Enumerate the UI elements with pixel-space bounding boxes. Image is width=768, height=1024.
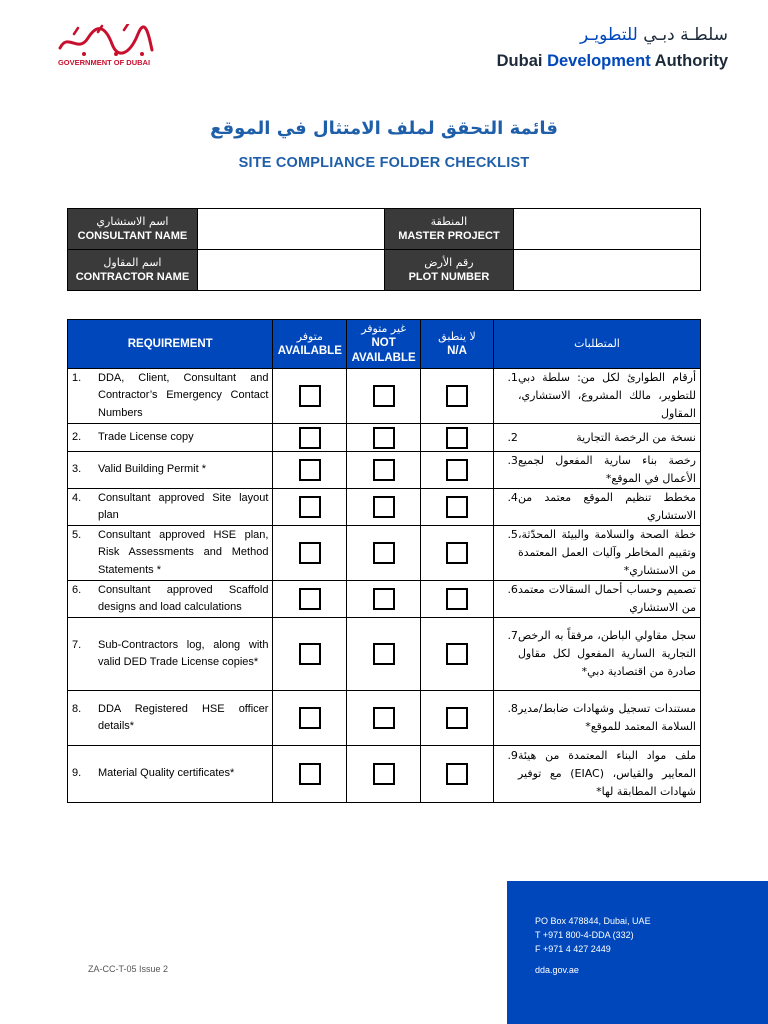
requirement-text [72, 637, 268, 672]
not-available-cell [347, 369, 421, 424]
contractor-name-label [68, 250, 198, 291]
requirement-arabic-text [498, 581, 696, 617]
dda-logo-english [497, 50, 728, 72]
requirement-cell [68, 746, 273, 803]
contractor-name-label-en: CONTRACTOR NAME [75, 270, 190, 283]
requirement-label: Material Quality certificates* [98, 767, 235, 780]
page-title-arabic: قائمة التحقق لملف الامتثال في الموقع [210, 118, 558, 139]
available-header-en: AVAILABLE [277, 344, 342, 357]
available-cell [273, 424, 347, 452]
phone-text: T +971 800-4-DDA (332) [535, 930, 634, 940]
requirement-arabic-number: .4 [507, 491, 518, 504]
na-checkbox[interactable] [446, 707, 468, 729]
dda-logo-word-dubai: Dubai [496, 52, 543, 70]
requirement-arabic-text [498, 700, 696, 736]
requirement-label: Consultant approved Scaffold designs and load calculations [98, 583, 269, 613]
not-available-cell [347, 691, 421, 746]
available-checkbox[interactable] [299, 385, 321, 407]
not-available-header [347, 320, 421, 369]
available-checkbox[interactable] [299, 763, 321, 785]
available-checkbox[interactable] [299, 496, 321, 518]
po-box-text: PO Box 478844, Dubai, UAE [535, 916, 651, 926]
consultant-name-label-ar: اسم الاستشاري [96, 214, 169, 228]
requirement-arabic-label: مستندات تسجيل وشهادات ضابط/مدير السلامة المعتمد للموقع* [517, 702, 696, 733]
na-cell [421, 489, 494, 526]
requirement-arabic-cell [493, 746, 700, 803]
requirement-arabic-number: .7 [507, 629, 518, 642]
not-available-checkbox[interactable] [373, 763, 395, 785]
requirement-cell [68, 452, 273, 489]
requirement-arabic-label: تصميم وحساب أحمال السقالات معتمد من الاستشاري [517, 583, 696, 614]
project-info-table [67, 208, 701, 291]
not-available-checkbox[interactable] [373, 459, 395, 481]
checklist-row [68, 746, 701, 803]
requirement-cell [68, 581, 273, 618]
requirement-arabic-number: .2 [507, 430, 518, 444]
na-checkbox[interactable] [446, 588, 468, 610]
requirement-arabic-number: .9 [507, 749, 518, 762]
na-header [421, 320, 494, 369]
requirement-arabic-text [498, 429, 696, 447]
requirement-arabic-label: أرقام الطوارئ لكل من: سلطة دبي للتطوير، مالك المشروع، الاستشاري، المقاول [517, 371, 696, 420]
requirement-arabic-cell [493, 424, 700, 452]
requirement-cell [68, 489, 273, 526]
requirement-arabic-text [498, 627, 696, 681]
requirement-arabic-label: سجل مقاولي الباطن، مرفقاً به الرخص التجارية السارية المفعول لكل مقاول صادرة من اقتصادية دبي* [517, 629, 696, 678]
contact-info-panel [507, 881, 768, 1024]
requirement-arabic-text [498, 369, 696, 423]
not-available-cell [347, 452, 421, 489]
available-checkbox[interactable] [299, 427, 321, 449]
requirement-label: Valid Building Permit * [98, 463, 207, 476]
requirement-number: 9. [72, 767, 82, 780]
requirement-text [72, 490, 268, 525]
not-available-checkbox[interactable] [373, 542, 395, 564]
requirement-arabic-cell [493, 618, 700, 691]
na-cell [421, 691, 494, 746]
plot-number-label-ar: رقم الأرض [424, 255, 474, 269]
available-cell [273, 526, 347, 581]
contractor-name-label-ar: اسم المقاول [103, 255, 162, 269]
na-checkbox[interactable] [446, 385, 468, 407]
dda-logo-arabic-part1: سلطـة دبـي [643, 25, 728, 45]
requirement-arabic-number: .6 [507, 583, 518, 596]
consultant-name-label [68, 209, 198, 250]
not-available-checkbox[interactable] [373, 427, 395, 449]
checklist-row [68, 526, 701, 581]
available-cell [273, 618, 347, 691]
na-checkbox[interactable] [446, 763, 468, 785]
available-cell [273, 489, 347, 526]
requirement-label: Consultant approved Site layout plan [98, 491, 269, 521]
requirement-label: Trade License copy [98, 430, 194, 443]
requirement-arabic-label: ملف مواد البناء المعتمدة من هيئة المعايير والقياس، (EIAC) مع توفير شهادات المطابقة لها* [517, 749, 696, 798]
na-header-ar: لا ينطبق [438, 329, 476, 343]
checklist-row [68, 452, 701, 489]
dda-logo-word-authority: Authority [654, 52, 728, 70]
not-available-header-ar: غير متوفر [361, 322, 407, 335]
requirement-cell [68, 526, 273, 581]
na-cell [421, 618, 494, 691]
consultant-name-label-en: CONSULTANT NAME [77, 229, 188, 242]
requirement-arabic-label: رخصة بناء سارية المفعول لجميع الأعمال في الموقع* [517, 454, 696, 485]
not-available-cell [347, 489, 421, 526]
requirement-arabic-label: خطة الصحة والسلامة والبيئة المحدّثة، وتقييم المخاطر وآليات العمل المعتمدة من الاستشاري* [517, 528, 696, 577]
requirement-number: 1. [72, 371, 82, 384]
requirement-cell [68, 691, 273, 746]
requirement-arabic-number: .1 [507, 371, 518, 384]
requirement-arabic-number: .5 [507, 528, 518, 541]
requirement-number: 3. [72, 463, 82, 476]
not-available-checkbox[interactable] [373, 385, 395, 407]
requirement-cell [68, 618, 273, 691]
available-cell [273, 581, 347, 618]
master-project-label-en: MASTER PROJECT [398, 229, 500, 242]
requirement-label: DDA, Client, Consultant and Contractor’s Emergency Contact Numbers [98, 371, 269, 419]
dda-logo-arabic [497, 24, 728, 46]
checklist-row [68, 489, 701, 526]
na-checkbox[interactable] [446, 643, 468, 665]
document-code: ZA-CC-T-05 Issue 2 [88, 964, 169, 974]
dda-logo-word-development: Development [547, 52, 651, 70]
available-cell [273, 691, 347, 746]
master-project-label [384, 209, 514, 250]
requirement-number: 4. [72, 491, 82, 504]
available-cell [273, 746, 347, 803]
dda-logo [497, 24, 728, 72]
available-cell [273, 369, 347, 424]
not-available-cell [347, 746, 421, 803]
checklist-row [68, 691, 701, 746]
contractor-name-field[interactable] [197, 250, 384, 291]
page-title: SITE COMPLIANCE FOLDER CHECKLIST [238, 155, 530, 171]
master-project-field[interactable] [514, 209, 701, 250]
na-checkbox[interactable] [446, 459, 468, 481]
na-cell [421, 581, 494, 618]
available-checkbox[interactable] [299, 588, 321, 610]
requirement-text [72, 370, 268, 423]
requirement-arabic-text [498, 489, 696, 525]
requirement-arabic-text [498, 452, 696, 488]
available-header [273, 320, 347, 369]
requirement-label: DDA Registered HSE officer details* [98, 702, 269, 732]
requirement-number: 7. [72, 638, 82, 651]
requirements-arabic-header-text: المتطلبات [574, 337, 620, 350]
requirement-arabic-number: .8 [507, 702, 518, 715]
requirement-arabic-number: .3 [507, 454, 518, 467]
requirement-arabic-cell [493, 581, 700, 618]
requirement-number: 6. [72, 583, 82, 596]
na-cell [421, 526, 494, 581]
plot-number-label [384, 250, 514, 291]
requirement-header-en: REQUIREMENT [127, 337, 213, 350]
requirement-arabic-text [498, 747, 696, 801]
requirement-label: Sub-Contractors log, along with valid DED Trade License copies* [98, 638, 269, 668]
consultant-name-field[interactable] [197, 209, 384, 250]
available-checkbox[interactable] [299, 643, 321, 665]
checklist-row [68, 618, 701, 691]
requirement-text [72, 461, 268, 479]
requirement-arabic-cell [493, 691, 700, 746]
na-checkbox[interactable] [446, 496, 468, 518]
not-available-checkbox[interactable] [373, 643, 395, 665]
compliance-checklist-table [67, 319, 701, 803]
not-available-cell [347, 581, 421, 618]
not-available-cell [347, 618, 421, 691]
dda-logo-arabic-part2: للتطويـر [580, 25, 638, 45]
requirement-arabic-cell [493, 526, 700, 581]
checklist-row [68, 424, 701, 452]
requirements-arabic-header [493, 320, 700, 369]
available-checkbox[interactable] [299, 542, 321, 564]
not-available-checkbox[interactable] [373, 707, 395, 729]
na-checkbox[interactable] [446, 542, 468, 564]
requirement-text [72, 765, 268, 783]
available-header-ar: متوفر [296, 329, 323, 343]
not-available-checkbox[interactable] [373, 588, 395, 610]
gov-logo-text: GOVERNMENT OF DUBAI [57, 58, 151, 67]
requirement-cell [68, 424, 273, 452]
plot-number-field[interactable] [514, 250, 701, 291]
checklist-row [68, 369, 701, 424]
checklist-row [68, 581, 701, 618]
requirement-number: 8. [72, 702, 82, 715]
requirement-arabic-cell [493, 489, 700, 526]
na-header-en: N/A [447, 344, 467, 357]
requirement-text [72, 582, 268, 617]
requirement-arabic-text [498, 526, 696, 580]
requirement-label: Consultant approved HSE plan, Risk Assessments and Method Statements * [98, 528, 269, 576]
na-cell [421, 746, 494, 803]
not-available-cell [347, 424, 421, 452]
na-cell [421, 424, 494, 452]
info-row-2 [68, 250, 701, 291]
dubai-calligraphy-emblem [54, 24, 154, 58]
available-checkbox[interactable] [299, 459, 321, 481]
info-row-1 [68, 209, 701, 250]
requirement-number: 2. [72, 430, 82, 443]
requirement-arabic-cell [493, 369, 700, 424]
checklist-body [68, 369, 701, 803]
requirement-arabic-label: نسخة من الرخصة التجارية [576, 430, 696, 444]
not-available-checkbox[interactable] [373, 496, 395, 518]
checklist-header-row [68, 320, 701, 369]
requirement-text [72, 527, 268, 580]
na-cell [421, 369, 494, 424]
requirement-text [72, 701, 268, 736]
requirement-text [72, 429, 268, 447]
plot-number-label-en: PLOT NUMBER [408, 270, 490, 283]
fax-text: F +971 4 427 2449 [535, 944, 611, 954]
master-project-label-ar: المنطقة [430, 214, 468, 228]
not-available-header-en: NOT AVAILABLE [351, 337, 416, 364]
available-cell [273, 452, 347, 489]
na-checkbox[interactable] [446, 427, 468, 449]
website-link[interactable]: dda.gov.ae [535, 965, 579, 975]
requirement-cell [68, 369, 273, 424]
not-available-cell [347, 526, 421, 581]
requirement-arabic-cell [493, 452, 700, 489]
na-cell [421, 452, 494, 489]
government-of-dubai-logo [50, 24, 158, 72]
requirement-number: 5. [72, 528, 82, 541]
requirement-header [68, 320, 273, 369]
requirement-arabic-label: مخطط تنظيم الموقع معتمد من الاستشاري [517, 491, 696, 522]
available-checkbox[interactable] [299, 707, 321, 729]
